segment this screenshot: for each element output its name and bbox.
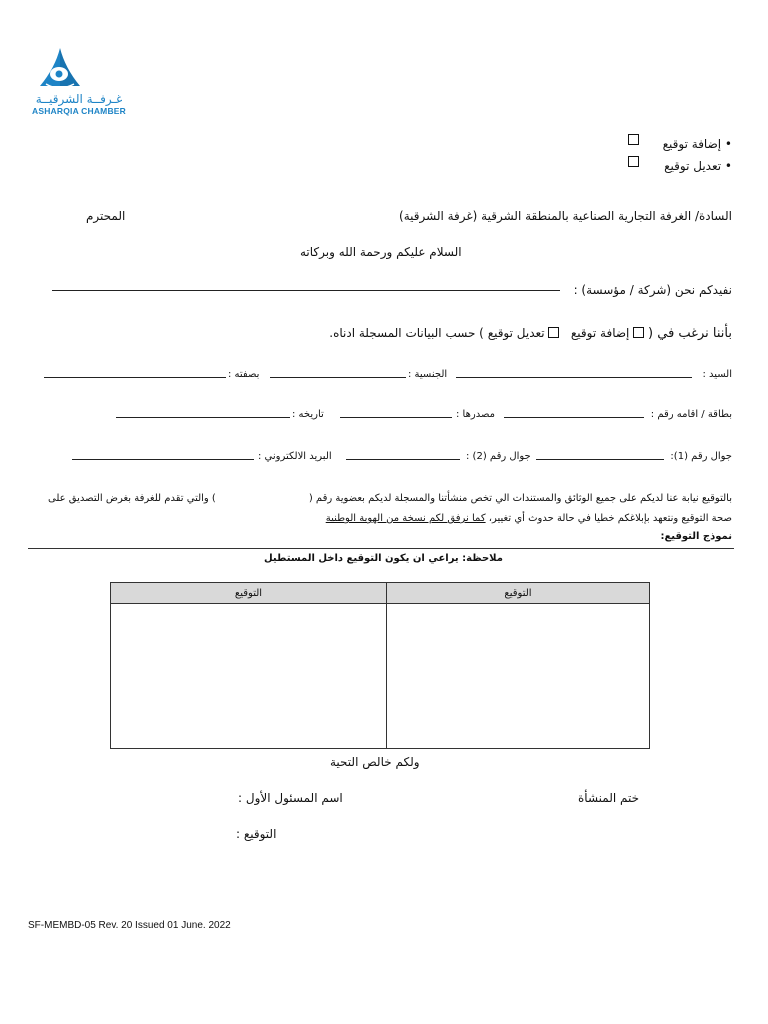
form-code: SF-MEMBD-05 Rev. 20 Issued 01 June. 2022 xyxy=(28,920,231,931)
checkbox-add-signature[interactable] xyxy=(628,134,639,145)
closing: ولكم خالص التحية xyxy=(330,755,420,769)
logo-english-name: ASHARQIA CHAMBER xyxy=(31,106,127,116)
field-nationality-line[interactable] xyxy=(270,377,406,378)
option-modify-signature: • تعديل توقيع xyxy=(664,159,732,173)
signature-header-left: التوقيع xyxy=(111,583,386,604)
note: ملاحظة: يراعي ان يكون التوقيع داخل المستطيل xyxy=(264,553,503,564)
authorization-line1: بالتوقيع نيابة عنا لديكم على جميع الوثائق والمستندات الي تخص منشأتنا والمسجلة لديكم بعضوية رقم ( xyxy=(308,493,732,504)
company-field-line[interactable] xyxy=(52,290,560,291)
addressee-honorific: المحترم xyxy=(86,209,126,223)
field-mr-line[interactable] xyxy=(456,377,692,378)
signature-label: التوقيع : xyxy=(236,827,277,841)
authorization-line2: صحة التوقيع ونتعهد بإبلاغكم خطيا في حالة حدوث أي تغيير، كما نرفق لكم نسخة من الهوية الوطنية xyxy=(325,513,732,524)
field-mobile2-line[interactable] xyxy=(346,459,460,460)
field-nationality-label: الجنسية : xyxy=(408,369,448,380)
option-add-signature: • إضافة توقيع xyxy=(662,137,732,151)
signature-box-right[interactable] xyxy=(387,605,649,748)
field-email-line[interactable] xyxy=(72,459,254,460)
logo-emblem-icon xyxy=(28,44,130,92)
authorization-line1-end: ) والتي تقدم للغرفة بغرض التصديق على xyxy=(48,493,216,504)
first-official-label: اسم المسئول الأول : xyxy=(238,791,343,805)
request-line: بأننا نرغب في ( إضافة توقيع تعديل توقيع ) حسب البيانات المسجلة ادناه. xyxy=(329,326,732,341)
greeting: السلام عليكم ورحمة الله وبركاته xyxy=(300,245,462,259)
company-label: نفيدكم نحن (شركة / مؤسسة) : xyxy=(573,283,732,297)
checkbox-request-modify[interactable] xyxy=(548,327,559,338)
field-date-line[interactable] xyxy=(116,417,290,418)
field-id-line[interactable] xyxy=(504,417,644,418)
field-mobile1-line[interactable] xyxy=(536,459,664,460)
logo-arabic-name: غـرفــة الشرقيــة xyxy=(35,92,123,106)
signature-box-left[interactable] xyxy=(111,605,386,748)
checkbox-request-add[interactable] xyxy=(633,327,644,338)
field-source-label: مصدرها : xyxy=(456,409,495,420)
checkbox-modify-signature[interactable] xyxy=(628,156,639,167)
field-source-line[interactable] xyxy=(340,417,452,418)
chamber-logo xyxy=(28,44,134,120)
stamp-label: ختم المنشأة xyxy=(578,791,640,805)
section-divider xyxy=(28,548,734,549)
field-email-label: البريد الالكتروني : xyxy=(258,451,332,462)
field-mobile1-label: جوال رقم (1): xyxy=(670,451,732,462)
field-mobile2-label: جوال رقم (2) : xyxy=(466,451,531,462)
field-date-label: تاريخه : xyxy=(292,409,324,420)
signature-header-right: التوقيع xyxy=(387,583,649,604)
field-id-label: بطاقة / اقامه رقم : xyxy=(650,409,732,420)
signature-sample-label: نموذج التوقيع: xyxy=(660,531,732,542)
addressee-line: السادة/ الغرفة التجارية الصناعية بالمنطقة الشرقية (غرفة الشرقية) xyxy=(399,209,732,223)
signature-table xyxy=(110,582,650,749)
field-capacity-line[interactable] xyxy=(44,377,226,378)
field-mr-label: السيد : xyxy=(702,369,732,380)
field-capacity-label: بصفته : xyxy=(228,369,260,380)
